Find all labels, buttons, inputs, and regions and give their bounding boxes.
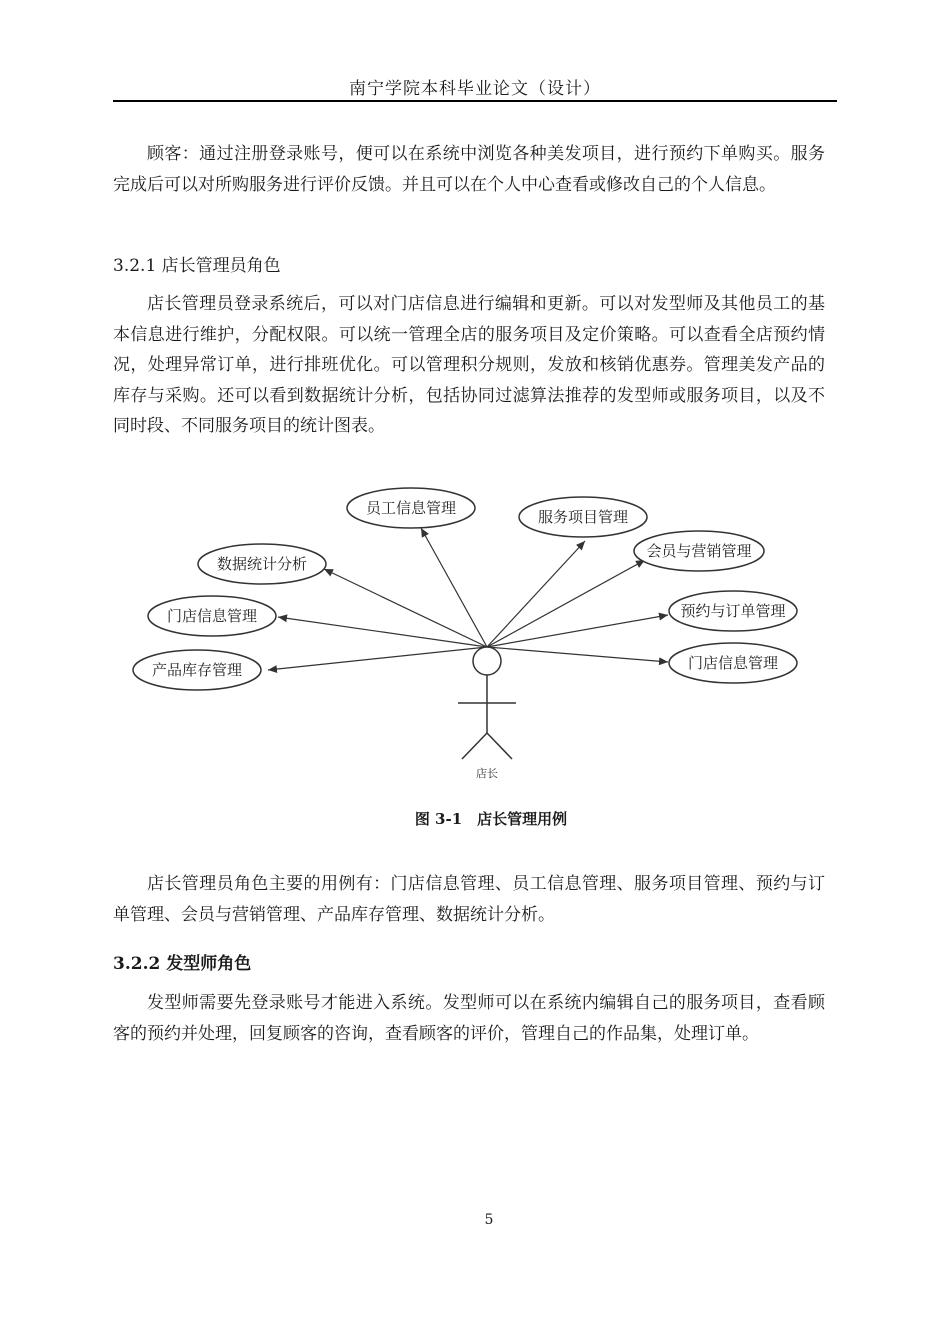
actor-label: 店长 bbox=[476, 767, 498, 780]
usecase-label: 预约与订单管理 bbox=[680, 602, 786, 620]
usecase-label: 会员与营销管理 bbox=[646, 542, 752, 560]
usecase-label: 员工信息管理 bbox=[365, 499, 457, 517]
assoc-line-store-right bbox=[487, 647, 668, 662]
actor-head bbox=[473, 647, 501, 675]
use-case-diagram bbox=[120, 478, 820, 788]
assoc-line-staff bbox=[421, 528, 487, 647]
header-rule bbox=[113, 100, 837, 102]
assoc-line-booking bbox=[487, 615, 668, 647]
usecase-label: 服务项目管理 bbox=[537, 508, 629, 526]
assoc-line-member bbox=[487, 560, 645, 647]
assoc-line-service bbox=[487, 541, 585, 647]
usecase-label: 产品库存管理 bbox=[151, 661, 243, 679]
usecase-summary-paragraph: 店长管理员角色主要的用例有：门店信息管理、员工信息管理、服务项目管理、预约与订单管理、会员与营销管理、产品库存管理、数据统计分析。 bbox=[113, 874, 825, 925]
actor-right-leg bbox=[487, 733, 512, 759]
section-heading-3-2-1: 3.2.1 店长管理员角色 bbox=[113, 256, 281, 276]
manager-paragraph: 店长管理员登录系统后，可以对门店信息进行编辑和更新。可以对发型师及其他员工的基本信息进行维护，分配权限。可以统一管理全店的服务项目及定价策略。可以查看全店预约情况，处理异常订单，进行排班优化。可以管理积分规则，发放和核销优惠券。管理美发产品的库存与采购。还可以看到数据统计分析，包括协同过滤算法推荐的发型师或服务项目，以及不同时段、不同服务项目的统计图表。 bbox=[113, 294, 825, 436]
usecase-label: 门店信息管理 bbox=[687, 654, 779, 672]
assoc-line-inventory bbox=[268, 647, 487, 670]
section-heading-3-2-2: 3.2.2 发型师角色 bbox=[113, 954, 252, 974]
actor-left-leg bbox=[462, 733, 487, 759]
figure-caption: 图 3-1 店长管理用例 bbox=[414, 810, 568, 828]
customer-paragraph: 顾客：通过注册登录账号，便可以在系统中浏览各种美发项目，进行预约下单购买。服务完成后可以对所购服务进行评价反馈。并且可以在个人中心查看或修改自己的个人信息。 bbox=[113, 144, 825, 195]
page-number: 5 bbox=[484, 1212, 494, 1228]
usecase-label: 门店信息管理 bbox=[166, 607, 258, 625]
stylist-paragraph: 发型师需要先登录账号才能进入系统。发型师可以在系统内编辑自己的服务项目，查看顾客的预约并处理，回复顾客的咨询，查看顾客的评价，管理自己的作品集，处理订单。 bbox=[113, 993, 825, 1044]
page-header: 南宁学院本科毕业论文（设计） bbox=[349, 79, 601, 99]
usecase-label: 数据统计分析 bbox=[216, 555, 308, 573]
actor-figure bbox=[458, 647, 516, 759]
